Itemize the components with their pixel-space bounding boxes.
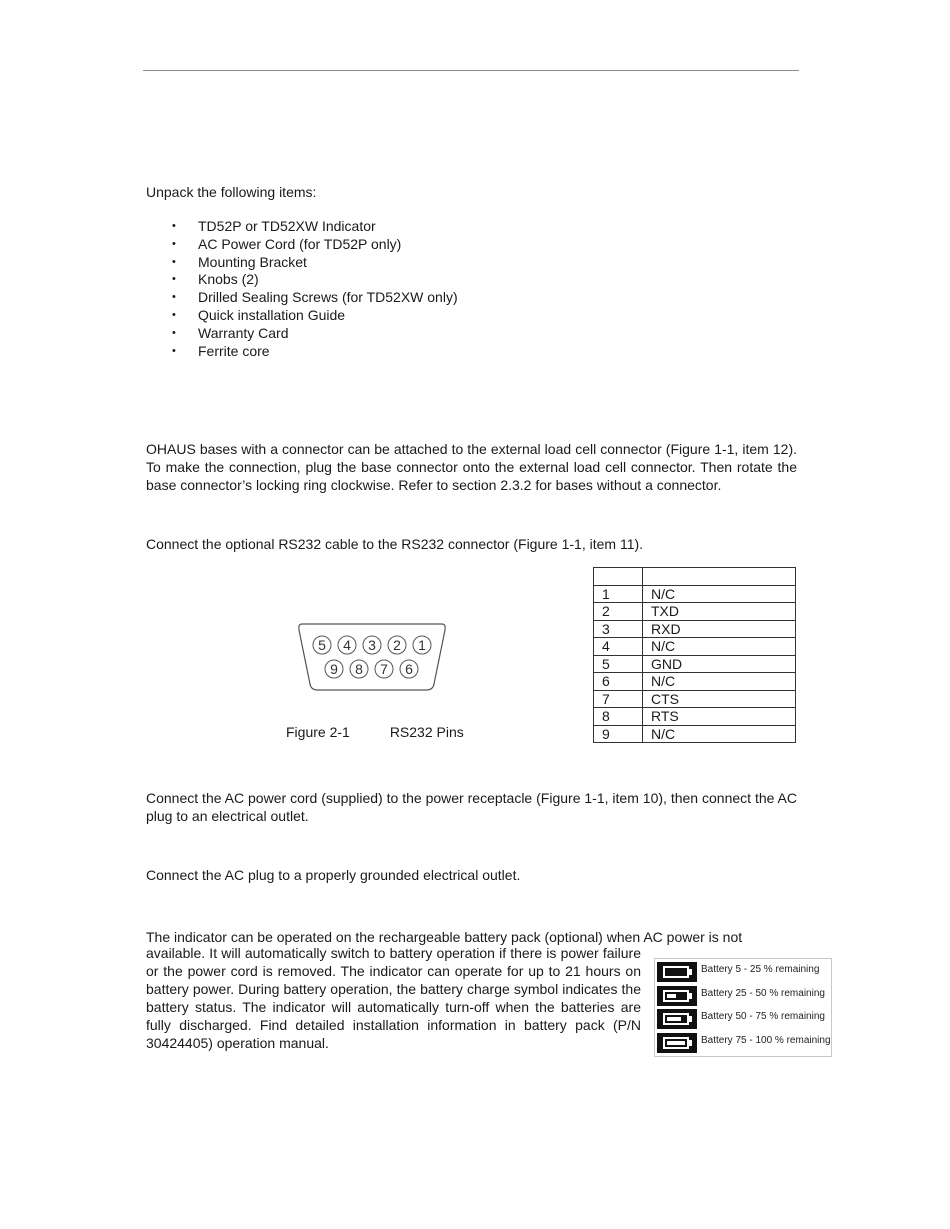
pin-number-cell: 8 <box>594 708 643 726</box>
unpack-list-item <box>172 325 458 343</box>
connector-pin-label: 5 <box>318 637 326 653</box>
pin-number-cell: 3 <box>594 620 643 638</box>
unpack-list-item <box>172 343 458 361</box>
rs232-pin-table <box>593 567 796 743</box>
header-rule <box>143 70 799 71</box>
figure-caption <box>286 723 464 741</box>
unpack-item-label: Warranty Card <box>198 324 289 341</box>
pin-number-cell: 7 <box>594 690 643 708</box>
ac-power-text: Connect the AC power cord (supplied) to the power receptacle (Figure 1-1, item 10), then connect the AC plug to an electrical outlet. <box>146 790 797 824</box>
unpack-list-item <box>172 307 458 325</box>
pin-number-cell: 2 <box>594 603 643 621</box>
pin-signal-cell <box>643 568 796 586</box>
bullet-icon: • <box>172 291 176 304</box>
pin-signal-cell: CTS <box>643 690 796 708</box>
battery-level-row <box>655 961 831 983</box>
bullet-icon: • <box>172 255 176 268</box>
table-row <box>594 568 796 586</box>
pin-signal-cell: GND <box>643 655 796 673</box>
bullet-icon: • <box>172 308 176 321</box>
connector-pin-label: 7 <box>380 661 388 677</box>
ac-ground-text: Connect the AC plug to a properly grounded electrical outlet. <box>146 867 521 883</box>
table-row <box>594 690 796 708</box>
pin-signal-cell: N/C <box>643 585 796 603</box>
base-connection-text: OHAUS bases with a connector can be attached to the external load cell connector (Figure 1-1, item 12). To make the connection, plug the base connector onto the external load cell connector. Then rotate the base connector’s locking ring clockwise. Refer to section 2.3.2 for bases without a connector. <box>146 441 797 493</box>
connector-pin-label: 6 <box>405 661 413 677</box>
bullet-icon: • <box>172 220 176 232</box>
pin-signal-cell: RTS <box>643 708 796 726</box>
battery-text: available. It will automatically switch to battery operation if there is power failure or the power cord is removed. The indicator can operate for up to 21 hours on battery power. During battery operation, the battery charge symbol indicates the battery status. The indicator will automatically turn-off when the batteries are fully discharged. Find detailed installation information in battery pack (P/N 30424405) operation manual. <box>146 945 641 1051</box>
unpack-item-label: Ferrite core <box>198 342 270 359</box>
unpack-item-label: Drilled Sealing Screws (for TD52XW only) <box>198 289 458 306</box>
pin-number-cell: 1 <box>594 585 643 603</box>
table-row <box>594 638 796 656</box>
unpack-list <box>172 218 458 360</box>
table-row <box>594 620 796 638</box>
pin-signal-cell: N/C <box>643 673 796 691</box>
battery-icon <box>657 1033 697 1053</box>
pin-number-cell: 6 <box>594 673 643 691</box>
bullet-icon: • <box>172 344 176 357</box>
unpack-item-label: Mounting Bracket <box>198 253 307 270</box>
pin-number-cell: 9 <box>594 725 643 743</box>
connector-outline <box>299 624 445 690</box>
bullet-icon: • <box>172 326 176 339</box>
pin-signal-cell: N/C <box>643 638 796 656</box>
bullet-icon: • <box>172 237 176 250</box>
unpack-item-label: TD52P or TD52XW Indicator <box>198 218 376 234</box>
pin-signal-cell: N/C <box>643 725 796 743</box>
battery-level-row <box>655 1008 831 1030</box>
pin-number-cell: 5 <box>594 655 643 673</box>
battery-level-label: Battery 75 - 100 % remaining <box>701 1034 831 1046</box>
battery-level-row <box>655 985 831 1007</box>
battery-level-label: Battery 50 - 75 % remaining <box>701 1011 825 1022</box>
unpack-list-item <box>172 218 458 236</box>
connector-pin-label: 2 <box>393 637 401 653</box>
connector-pin-label: 9 <box>330 661 338 677</box>
connector-pin-label: 4 <box>343 637 351 653</box>
battery-icon <box>657 1009 697 1029</box>
pin-number-cell <box>594 568 643 586</box>
unpack-item-label: AC Power Cord (for TD52P only) <box>198 235 402 252</box>
rs232-connector-diagram <box>296 620 448 692</box>
table-row <box>594 585 796 603</box>
connector-pin-label: 8 <box>355 661 363 677</box>
connector-pin-label: 1 <box>418 637 426 653</box>
pin-number-cell: 4 <box>594 638 643 656</box>
figure-number: Figure 2-1 <box>286 724 350 740</box>
unpack-list-item <box>172 254 458 272</box>
unpack-intro: Unpack the following items: <box>146 184 317 200</box>
table-row <box>594 655 796 673</box>
battery-status-legend <box>654 958 832 1057</box>
table-row <box>594 725 796 743</box>
figure-title: RS232 Pins <box>389 724 464 740</box>
bullet-icon: • <box>172 273 176 286</box>
table-row <box>594 673 796 691</box>
battery-level-label: Battery 5 - 25 % remaining <box>701 964 820 975</box>
unpack-list-item <box>172 271 458 289</box>
pin-signal-cell: RXD <box>643 620 796 638</box>
unpack-list-item <box>172 236 458 254</box>
unpack-item-label: Quick installation Guide <box>198 306 346 323</box>
table-row <box>594 708 796 726</box>
unpack-list-item <box>172 289 458 307</box>
connector-pin-label: 3 <box>368 637 376 653</box>
battery-level-row <box>655 1032 831 1054</box>
battery-icon <box>657 962 697 982</box>
rs232-text: Connect the optional RS232 cable to the RS232 connector (Figure 1-1, item 11). <box>146 536 644 552</box>
pin-signal-cell: TXD <box>643 603 796 621</box>
battery-level-label: Battery 25 - 50 % remaining <box>701 987 825 999</box>
unpack-item-label: Knobs (2) <box>198 271 259 288</box>
battery-text-first-line: The indicator can be operated on the rechargeable battery pack (optional) when AC power is not <box>146 929 743 945</box>
battery-icon <box>657 986 697 1006</box>
table-row <box>594 603 796 621</box>
